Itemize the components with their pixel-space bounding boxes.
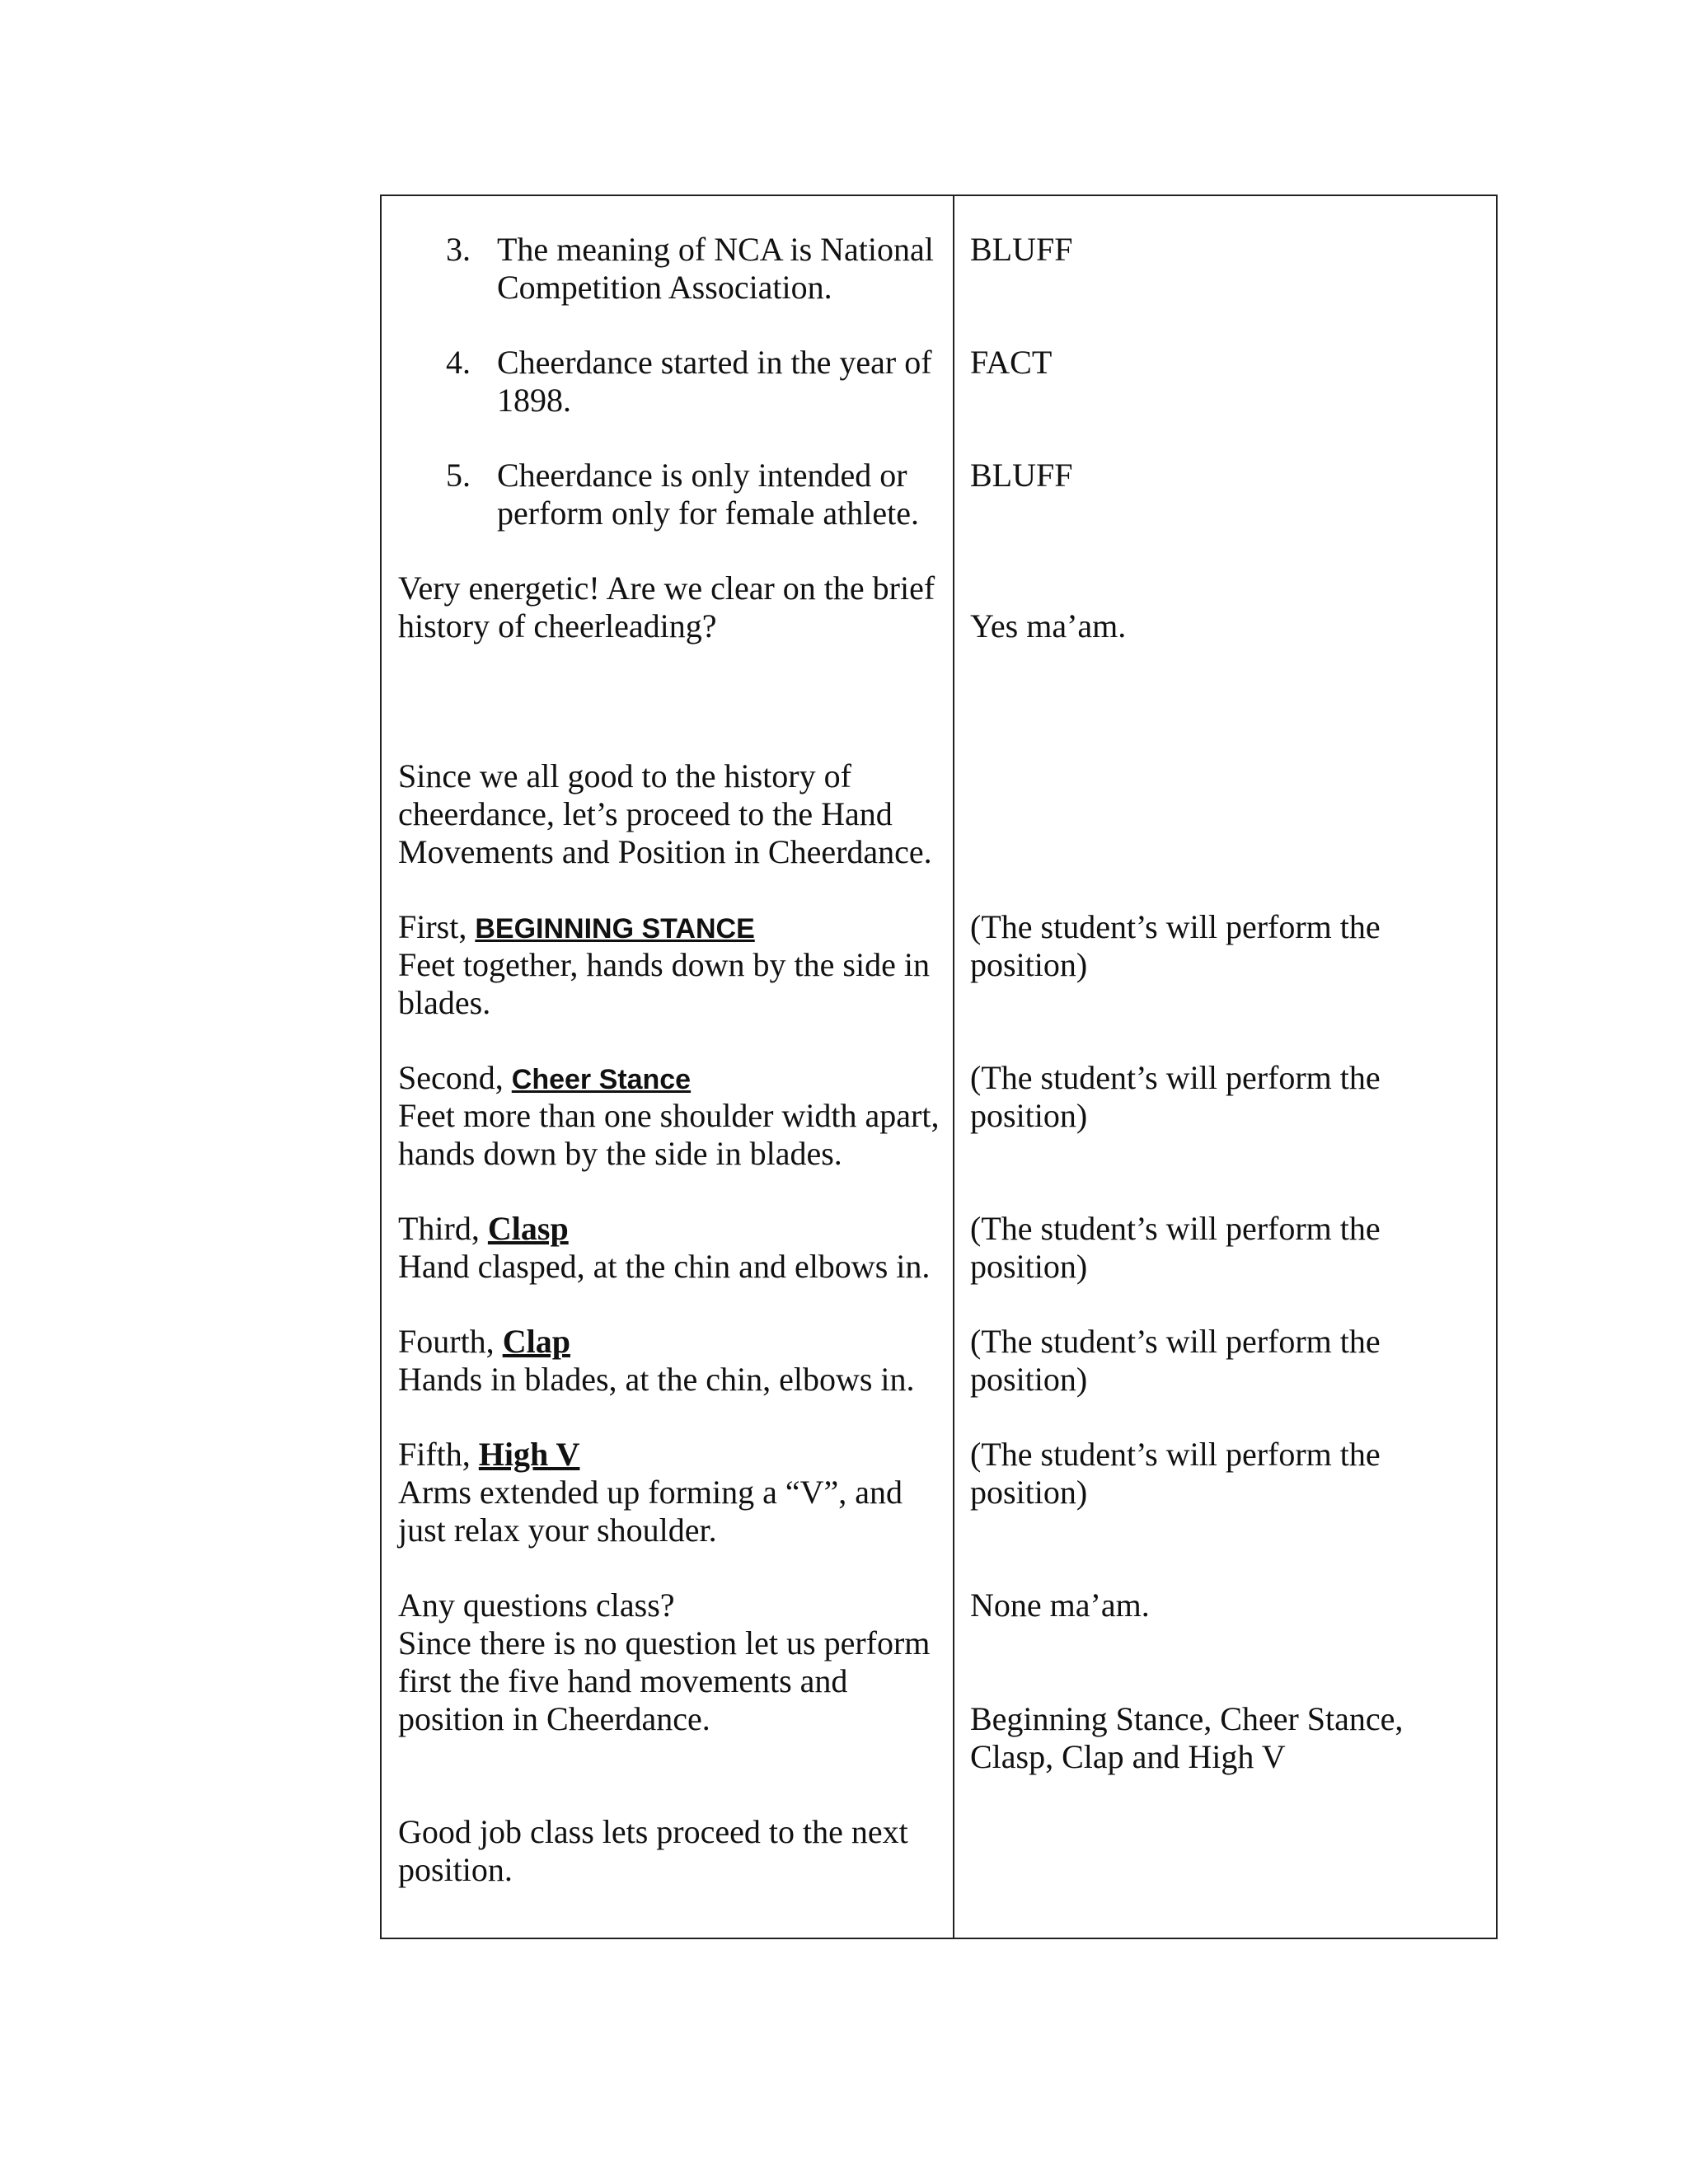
position-1-heading [398, 908, 755, 948]
questions-response-list-2: Clasp, Clap and High V [970, 1738, 1286, 1775]
position-5-desc-2: just relax your shoulder. [398, 1511, 717, 1549]
item-3-line-2: Competition Association. [497, 269, 832, 306]
item-5-answer: BLUFF [970, 457, 1073, 494]
questions-line-4: position in Cheerdance. [398, 1700, 710, 1737]
item-3-line-1: The meaning of NCA is National [497, 231, 934, 268]
item-number-5: 5. [446, 457, 471, 494]
position-3-response-2: position) [970, 1248, 1088, 1285]
position-5-ordinal: Fifth, [398, 1436, 479, 1473]
position-5-desc-1: Arms extended up forming a “V”, and [398, 1474, 903, 1511]
position-4-response-1: (The student’s will perform the [970, 1323, 1381, 1360]
position-3-desc-1: Hand clasped, at the chin and elbows in. [398, 1248, 931, 1285]
check-line-2: history of cheerleading? [398, 607, 717, 644]
column-divider [953, 196, 954, 1938]
position-2-desc-1: Feet more than one shoulder width apart, [398, 1097, 940, 1134]
item-3-answer: BLUFF [970, 231, 1073, 268]
questions-line-2: Since there is no question let us perform [398, 1624, 931, 1661]
position-1-response-1: (The student’s will perform the [970, 908, 1381, 945]
item-5-line-2: perform only for female athlete. [497, 494, 919, 532]
item-5-line-1: Cheerdance is only intended or [497, 457, 907, 494]
position-1-ordinal: First, [398, 908, 476, 945]
questions-line-3: first the five hand movements and [398, 1662, 848, 1699]
position-2-ordinal: Second, [398, 1059, 512, 1096]
questions-response-none: None ma’am. [970, 1586, 1150, 1624]
position-1-desc-2: blades. [398, 984, 491, 1021]
lesson-table [380, 194, 1498, 1939]
position-2-response-1: (The student’s will perform the [970, 1059, 1381, 1096]
position-4-heading [398, 1323, 570, 1361]
position-1-desc-1: Feet together, hands down by the side in [398, 946, 930, 983]
item-4-answer: FACT [970, 344, 1053, 381]
position-3-heading [398, 1210, 569, 1248]
position-2-desc-2: hands down by the side in blades. [398, 1135, 842, 1172]
position-5-response-1: (The student’s will perform the [970, 1436, 1381, 1473]
item-number-3: 3. [446, 231, 471, 268]
position-4-ordinal: Fourth, [398, 1323, 503, 1360]
check-response: Yes ma’am. [970, 607, 1127, 644]
position-2-heading [398, 1059, 691, 1099]
position-4-desc-1: Hands in blades, at the chin, elbows in. [398, 1361, 915, 1398]
closing-line-1: Good job class lets proceed to the next [398, 1813, 908, 1850]
position-1-name: BEGINNING STANCE [475, 913, 755, 944]
proceed-line-3: Movements and Position in Cheerdance. [398, 833, 932, 870]
item-4-line-2: 1898. [497, 382, 571, 419]
position-3-ordinal: Third, [398, 1210, 488, 1247]
check-line-1: Very energetic! Are we clear on the brief [398, 569, 935, 607]
item-4-line-1: Cheerdance started in the year of [497, 344, 932, 381]
position-3-name: Clasp [487, 1210, 569, 1247]
closing-line-2: position. [398, 1851, 513, 1888]
position-5-name: High V [478, 1436, 580, 1473]
questions-response-list-1: Beginning Stance, Cheer Stance, [970, 1700, 1404, 1737]
position-5-response-2: position) [970, 1474, 1088, 1511]
item-number-4: 4. [446, 344, 471, 381]
position-2-response-2: position) [970, 1097, 1088, 1134]
position-1-response-2: position) [970, 946, 1088, 983]
position-4-name: Clap [502, 1323, 570, 1360]
position-5-heading [398, 1436, 579, 1474]
proceed-line-2: cheerdance, let’s proceed to the Hand [398, 795, 893, 832]
proceed-line-1: Since we all good to the history of [398, 757, 851, 794]
questions-line-1: Any questions class? [398, 1586, 675, 1624]
position-3-response-1: (The student’s will perform the [970, 1210, 1381, 1247]
position-4-response-2: position) [970, 1361, 1088, 1398]
position-2-name: Cheer Stance [511, 1064, 692, 1095]
